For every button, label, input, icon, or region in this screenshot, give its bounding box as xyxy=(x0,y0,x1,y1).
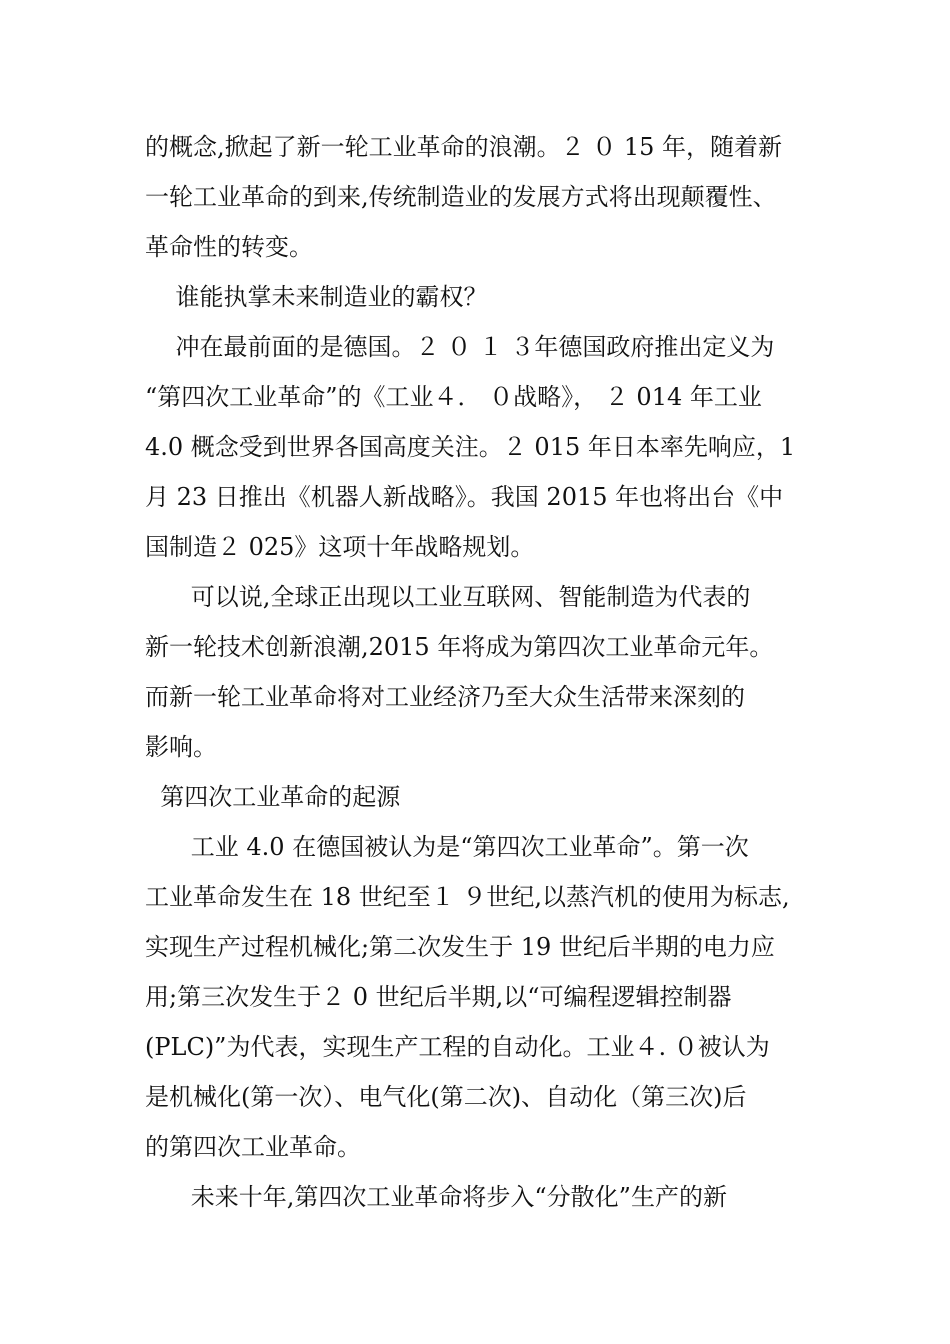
text-line: (PLC)”为代表，实现生产工程的自动化。工业４. ０被认为 xyxy=(145,1033,770,1061)
text-line: 新一轮技术创新浪潮,2015 年将成为第四次工业革命元年。 xyxy=(145,633,774,661)
text-line: 国制造２ 025》这项十年战略规划。 xyxy=(145,533,535,561)
text-line: 的第四次工业革命。 xyxy=(145,1133,361,1161)
section-heading: 第四次工业革命的起源 xyxy=(145,783,401,811)
text-line: 影响。 xyxy=(145,733,217,761)
text-line: “第四次工业革命”的《工业４． ０战略》， ２ 014 年工业 xyxy=(145,383,762,411)
text-line: 的概念,掀起了新一轮工业革命的浪潮。２ ０ 15 年，随着新 xyxy=(145,133,783,161)
text-line: 未来十年,第四次工业革命将步入“分散化”生产的新 xyxy=(145,1183,727,1211)
text-line: 而新一轮工业革命将对工业经济乃至大众生活带来深刻的 xyxy=(145,683,745,711)
text-line: 谁能执掌未来制造业的霸权？ xyxy=(145,283,488,311)
text-line: 革命性的转变。 xyxy=(145,233,313,261)
text-line: 4.0 概念受到世界各国高度关注。２ 015 年日本率先响应，1 xyxy=(145,433,796,461)
text-line: 实现生产过程机械化;第二次发生于 19 世纪后半期的电力应 xyxy=(145,933,775,961)
text-line: 一轮工业革命的到来,传统制造业的发展方式将出现颠覆性、 xyxy=(145,183,777,211)
text-line: 是机械化(第一次）、电气化(第二次)、自动化（第三次)后 xyxy=(145,1083,747,1111)
text-line: 工业革命发生在 18 世纪至１ ９世纪,以蒸汽机的使用为标志, xyxy=(145,883,790,911)
text-line: 可以说,全球正出现以工业互联网、智能制造为代表的 xyxy=(145,583,751,611)
text-line: 冲在最前面的是德国。２ ０ １ ３年德国政府推出定义为 xyxy=(145,333,775,361)
text-line: 月 23 日推出《机器人新战略》。我国 2015 年也将出台《中 xyxy=(145,483,784,511)
text-line: 工业 4.0 在德国被认为是“第四次工业革命”。第一次 xyxy=(145,833,749,861)
text-line: 用;第三次发生于２ 0 世纪后半期,以“可编程逻辑控制器 xyxy=(145,983,732,1011)
